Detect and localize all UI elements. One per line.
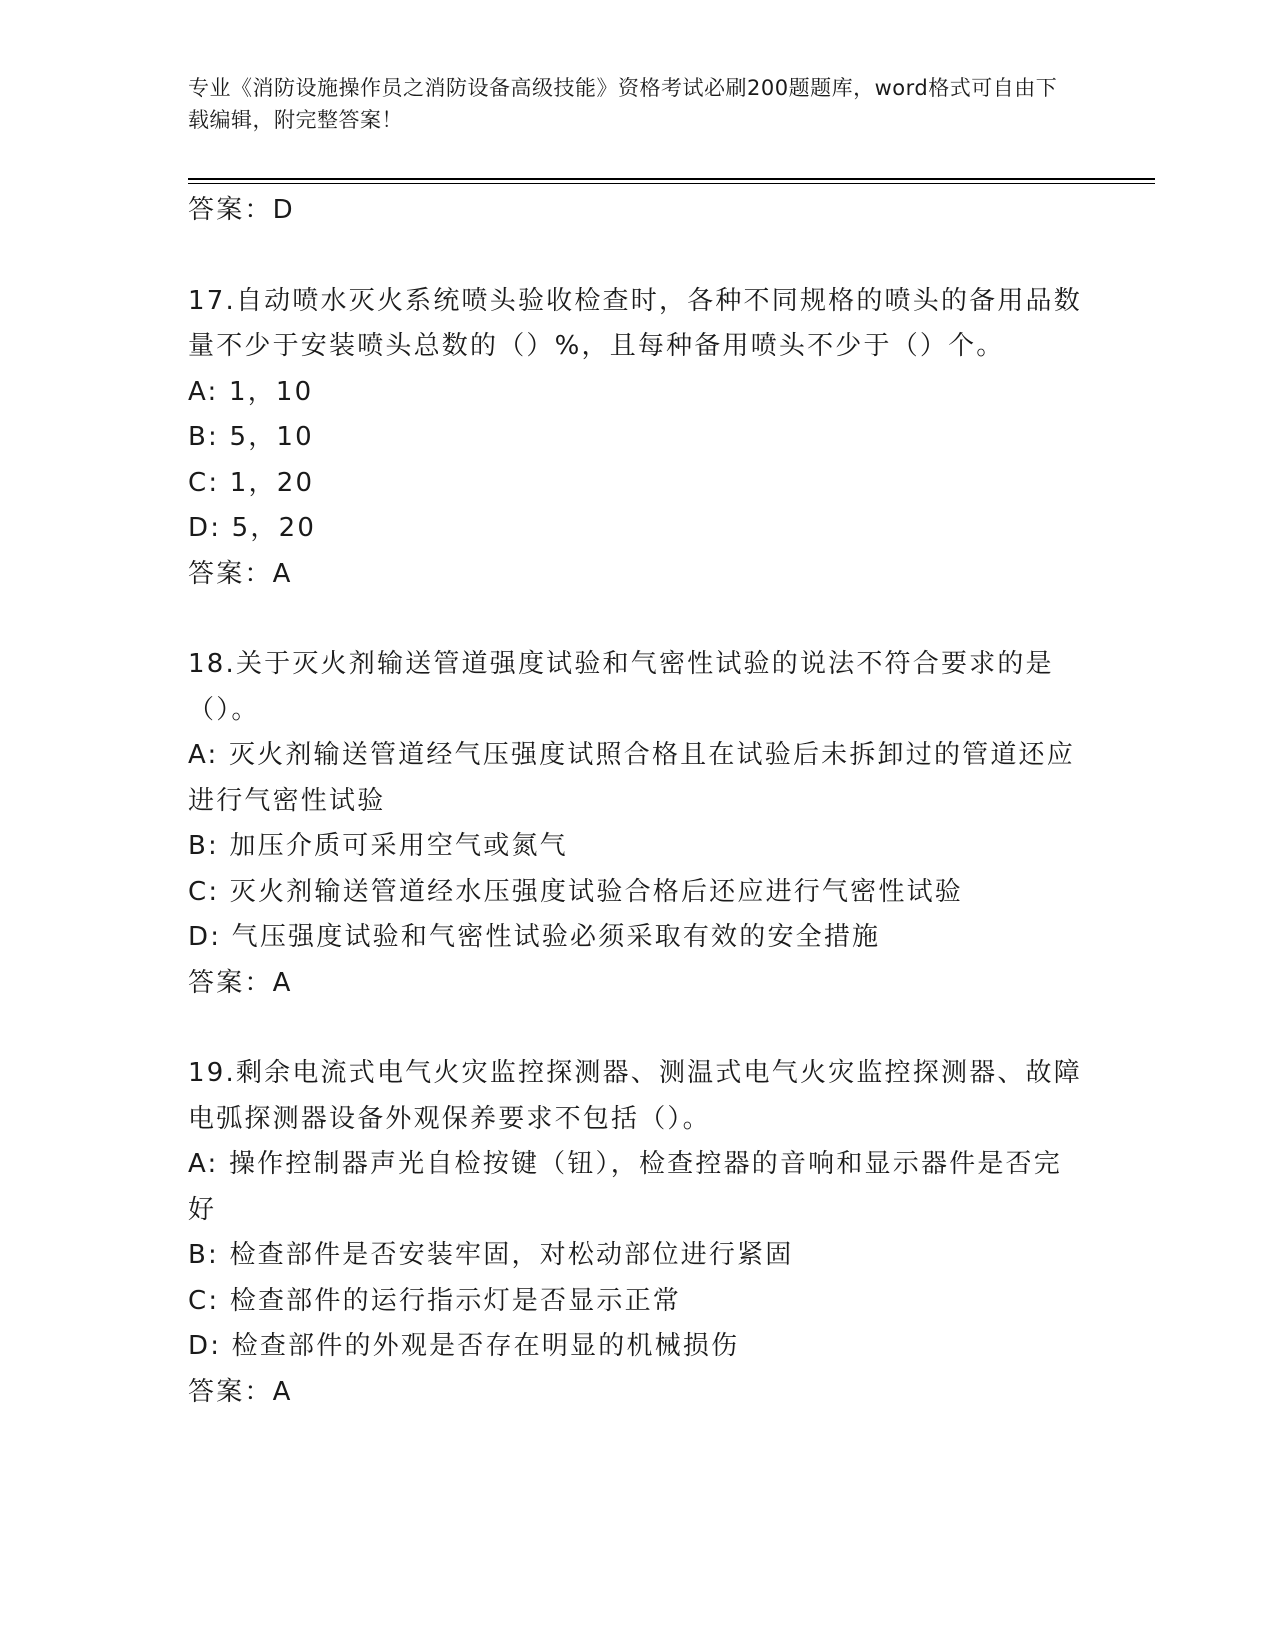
header-text: 专业《消防设施操作员之消防设备高级技能》资格考试必刷200题题库，word格式可自由下载编辑，附完整答案！ xyxy=(188,76,1058,132)
option-d: D: 气压强度试验和气密性试验必须采取有效的安全措施 xyxy=(188,922,881,952)
question-answer: 答案：A xyxy=(188,967,293,998)
question-19 xyxy=(188,1051,1088,1415)
option-c: C: 灭火剂输送管道经水压强度试验合格后还应进行气密性试验 xyxy=(188,876,963,907)
question-18 xyxy=(188,642,1088,1006)
option-a: A: 1，10 xyxy=(188,376,314,407)
option-b: B: 加压介质可采用空气或氮气 xyxy=(188,831,568,861)
option-a: A: 灭火剂输送管道经气压强度试照合格且在试验后未拆卸过的管道还应进行气密性试验 xyxy=(188,740,1075,816)
question-stem: 18.关于灭火剂输送管道强度试验和气密性试验的说法不符合要求的是（）。 xyxy=(188,649,1054,725)
option-d: D: 检查部件的外观是否存在明显的机械损伤 xyxy=(188,1331,740,1361)
option-a: A: 操作控制器声光自检按键（钮），检查控器的音响和显示器件是否完好 xyxy=(188,1149,1062,1225)
option-b: B: 检查部件是否安装牢固，对松动部位进行紧固 xyxy=(188,1240,794,1270)
question-stem: 19.剩余电流式电气火灾监控探测器、测温式电气火灾监控探测器、故障电弧探测器设备外观保养要求不包括（）。 xyxy=(188,1058,1082,1134)
option-b: B: 5，10 xyxy=(188,422,314,452)
header-divider-thick xyxy=(188,178,1155,180)
question-answer: 答案：A xyxy=(188,1376,293,1407)
header-divider-thin xyxy=(188,183,1155,184)
previous-answer: 答案：D xyxy=(188,195,295,225)
option-c: C: 1，20 xyxy=(188,467,315,498)
document-header xyxy=(188,72,1068,136)
question-17 xyxy=(188,279,1088,598)
option-d: D: 5，20 xyxy=(188,513,317,543)
question-list xyxy=(188,188,1088,1415)
option-c: C: 检查部件的运行指示灯是否显示正常 xyxy=(188,1285,681,1316)
question-answer: 答案：A xyxy=(188,558,293,589)
question-stem: 17.自动喷水灭火系统喷头验收检查时，各种不同规格的喷头的备用品数量不少于安装喷头总数的（）%，且每种备用喷头不少于（）个。 xyxy=(188,285,1082,361)
